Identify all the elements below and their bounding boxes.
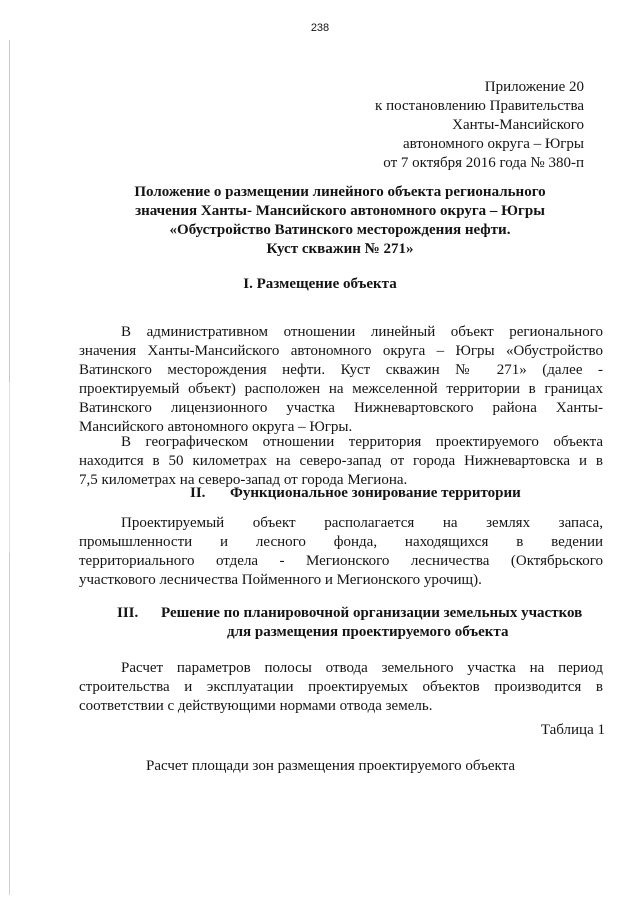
- appendix-line: Ханты-Мансийского: [452, 117, 584, 133]
- title-line: Куст скважин № 271»: [266, 241, 414, 257]
- section-2-number: II.: [190, 485, 206, 501]
- section-3-paragraph: [79, 659, 603, 716]
- section-1-paragraph-1: [79, 323, 603, 437]
- text-line: Ватинского месторождения нефти. Куст скважин № 271» (далее -: [79, 362, 603, 378]
- scan-edge-line: [9, 40, 10, 895]
- text-line: участкового лесничества Пойменного и Мегионского урочищ).: [79, 572, 482, 588]
- title-line: значения Ханты- Мансийского автономного округа – Югры: [135, 203, 545, 219]
- text-line: территориального отдела - Мегионского лесничества (Октябрьского: [79, 553, 603, 569]
- section-2-title: Функциональное зонирование территории: [230, 485, 521, 501]
- text-line: промышленности и лесного фонда, находящихся в ведении: [79, 534, 603, 550]
- section-3-heading: [117, 604, 607, 642]
- section-1-paragraph-2: [79, 433, 603, 490]
- page-number: 238: [310, 22, 330, 34]
- section-1-heading: I. Размещение объекта: [243, 276, 397, 292]
- text-line: проектируемый объект) расположен на межселенной территории в границах: [79, 381, 603, 397]
- text-line: В административном отношении линейный объект регионального: [121, 324, 603, 340]
- text-line: Мансийского автономного округа – Югры.: [79, 419, 353, 435]
- text-line: Расчет параметров полосы отвода земельного участка на период: [121, 660, 603, 676]
- section-3-title-line-2: для размещения проектируемого объекта: [227, 624, 509, 640]
- table-label: Таблица 1: [540, 722, 605, 738]
- text-line: Проектируемый объект располагается на землях запаса,: [121, 515, 603, 531]
- section-2-paragraph: [79, 514, 603, 590]
- appendix-line: от 7 октября 2016 года № 380-п: [383, 155, 584, 171]
- text-line: значения Ханты-Мансийского автономного округа – Югры «Обустройство: [79, 343, 603, 359]
- document-title: [80, 183, 600, 259]
- title-line: Положение о размещении линейного объекта регионального: [134, 184, 546, 200]
- table-caption: Расчет площади зон размещения проектируемого объекта: [146, 758, 516, 774]
- appendix-line: автономного округа – Югры: [402, 136, 584, 152]
- text-line: Ватинского лицензионного участка Нижневартовского района Ханты-: [79, 400, 603, 416]
- section-2-heading: [190, 484, 521, 503]
- appendix-line: к постановлению Правительства: [375, 98, 584, 114]
- text-line: строительства и эксплуатации проектируемых объектов производится в: [79, 679, 603, 695]
- title-line: «Обустройство Ватинского месторождения нефти.: [169, 222, 511, 238]
- section-3-number: III.: [117, 605, 139, 621]
- section-3-title-line-1: Решение по планировочной организации земельных участков: [161, 605, 583, 621]
- appendix-reference: [375, 78, 584, 173]
- text-line: находится в 50 километрах на северо-запад от города Нижневартовска и в: [79, 453, 603, 469]
- text-line: В географическом отношении территория проектируемого объекта: [121, 434, 603, 450]
- text-line: соответствии с действующими нормами отвода земель.: [79, 698, 433, 714]
- appendix-line: Приложение 20: [484, 79, 584, 95]
- text-line: 7,5 километрах на северо-запад от города Мегиона.: [79, 472, 408, 488]
